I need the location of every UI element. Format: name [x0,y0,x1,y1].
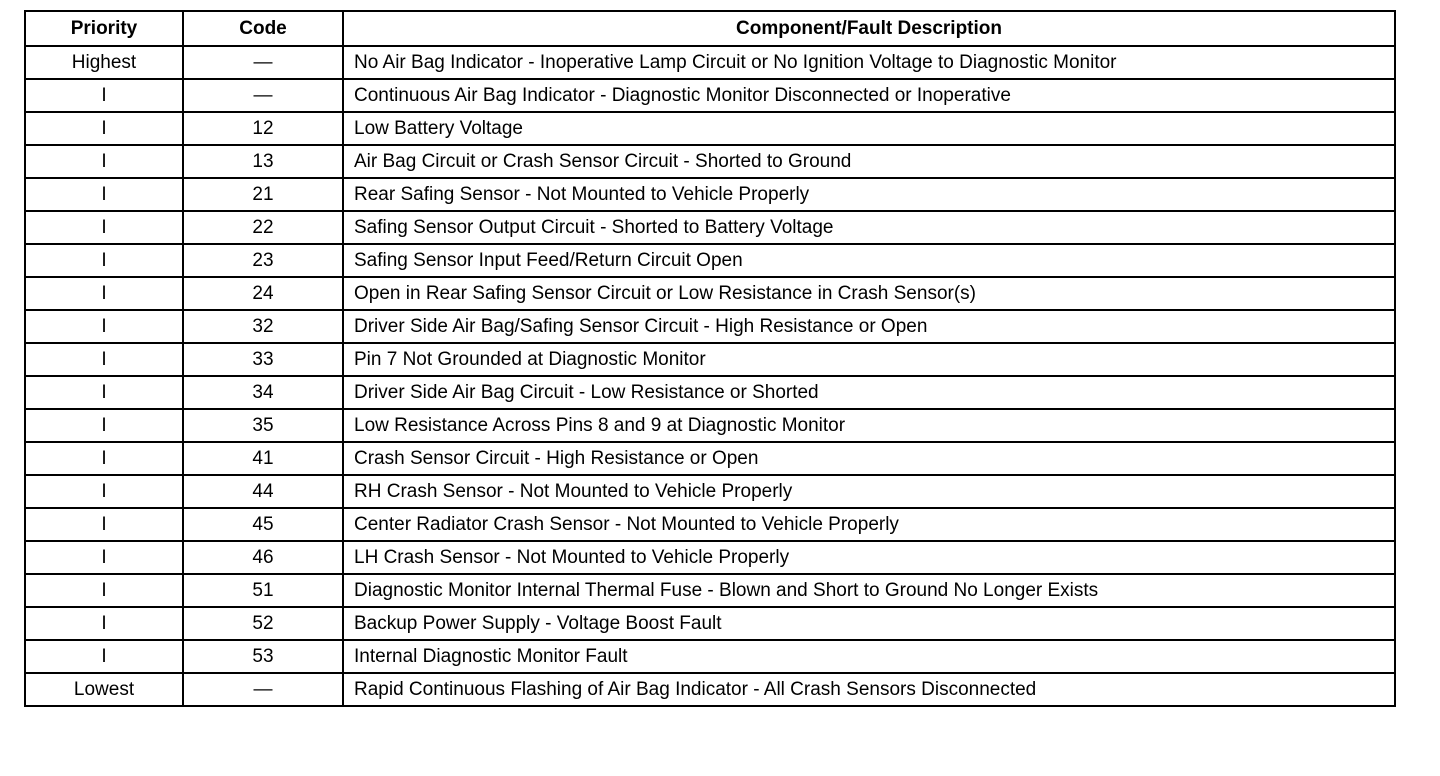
description-cell: Crash Sensor Circuit - High Resistance or Open [343,442,1395,475]
table-row [25,574,1395,607]
table-row [25,607,1395,640]
code-cell: 45 [183,508,343,541]
code-cell: 35 [183,409,343,442]
priority-cell: I [25,178,183,211]
table-row [25,244,1395,277]
code-cell: 41 [183,442,343,475]
code-cell: 24 [183,277,343,310]
table-row [25,277,1395,310]
priority-cell: Lowest [25,673,183,706]
description-cell: Driver Side Air Bag/Safing Sensor Circuit - High Resistance or Open [343,310,1395,343]
table-row [25,343,1395,376]
description-cell: Safing Sensor Input Feed/Return Circuit Open [343,244,1395,277]
description-cell: Low Resistance Across Pins 8 and 9 at Diagnostic Monitor [343,409,1395,442]
code-cell: 33 [183,343,343,376]
fault-priority-table [24,10,1396,707]
table-row [25,475,1395,508]
code-cell: 52 [183,607,343,640]
code-cell: 22 [183,211,343,244]
code-cell: — [183,79,343,112]
description-cell: Open in Rear Safing Sensor Circuit or Low Resistance in Crash Sensor(s) [343,277,1395,310]
priority-cell: I [25,409,183,442]
code-cell: — [183,46,343,79]
code-cell: 32 [183,310,343,343]
priority-cell: I [25,112,183,145]
table-row [25,310,1395,343]
priority-cell: I [25,376,183,409]
priority-cell: I [25,475,183,508]
code-cell: 46 [183,541,343,574]
description-cell: Continuous Air Bag Indicator - Diagnostic Monitor Disconnected or Inoperative [343,79,1395,112]
table-row [25,178,1395,211]
description-cell: Internal Diagnostic Monitor Fault [343,640,1395,673]
description-cell: Center Radiator Crash Sensor - Not Mounted to Vehicle Properly [343,508,1395,541]
description-cell: LH Crash Sensor - Not Mounted to Vehicle Properly [343,541,1395,574]
description-cell: RH Crash Sensor - Not Mounted to Vehicle Properly [343,475,1395,508]
code-cell: 23 [183,244,343,277]
table-row [25,409,1395,442]
table-row [25,46,1395,79]
priority-cell: I [25,574,183,607]
description-cell: Pin 7 Not Grounded at Diagnostic Monitor [343,343,1395,376]
priority-cell: I [25,211,183,244]
table-row [25,640,1395,673]
code-cell: 21 [183,178,343,211]
description-column-header: Component/Fault Description [343,11,1395,46]
table-row [25,376,1395,409]
description-cell: Safing Sensor Output Circuit - Shorted to Battery Voltage [343,211,1395,244]
priority-cell: I [25,244,183,277]
priority-cell: I [25,79,183,112]
description-cell: Rear Safing Sensor - Not Mounted to Vehicle Properly [343,178,1395,211]
code-cell: 44 [183,475,343,508]
code-cell: 51 [183,574,343,607]
priority-cell: I [25,541,183,574]
priority-cell: I [25,310,183,343]
table-body [25,46,1395,706]
description-cell: Diagnostic Monitor Internal Thermal Fuse - Blown and Short to Ground No Longer Exists [343,574,1395,607]
table-row [25,112,1395,145]
description-cell: Air Bag Circuit or Crash Sensor Circuit - Shorted to Ground [343,145,1395,178]
table-row [25,79,1395,112]
table-row [25,541,1395,574]
code-cell: — [183,673,343,706]
priority-cell: I [25,145,183,178]
priority-cell: I [25,607,183,640]
table-row [25,211,1395,244]
priority-column-header: Priority [25,11,183,46]
priority-cell: I [25,508,183,541]
code-cell: 53 [183,640,343,673]
table-row [25,442,1395,475]
priority-cell: I [25,277,183,310]
description-cell: Driver Side Air Bag Circuit - Low Resistance or Shorted [343,376,1395,409]
description-cell: Low Battery Voltage [343,112,1395,145]
priority-cell: I [25,442,183,475]
fault-priority-table-container [24,10,1394,707]
code-cell: 34 [183,376,343,409]
table-header-row [25,11,1395,46]
code-column-header: Code [183,11,343,46]
priority-cell: I [25,640,183,673]
priority-cell: Highest [25,46,183,79]
description-cell: Rapid Continuous Flashing of Air Bag Indicator - All Crash Sensors Disconnected [343,673,1395,706]
description-cell: Backup Power Supply - Voltage Boost Fault [343,607,1395,640]
code-cell: 12 [183,112,343,145]
priority-cell: I [25,343,183,376]
table-row [25,508,1395,541]
table-row [25,145,1395,178]
table-row [25,673,1395,706]
description-cell: No Air Bag Indicator - Inoperative Lamp Circuit or No Ignition Voltage to Diagnostic Monitor [343,46,1395,79]
code-cell: 13 [183,145,343,178]
